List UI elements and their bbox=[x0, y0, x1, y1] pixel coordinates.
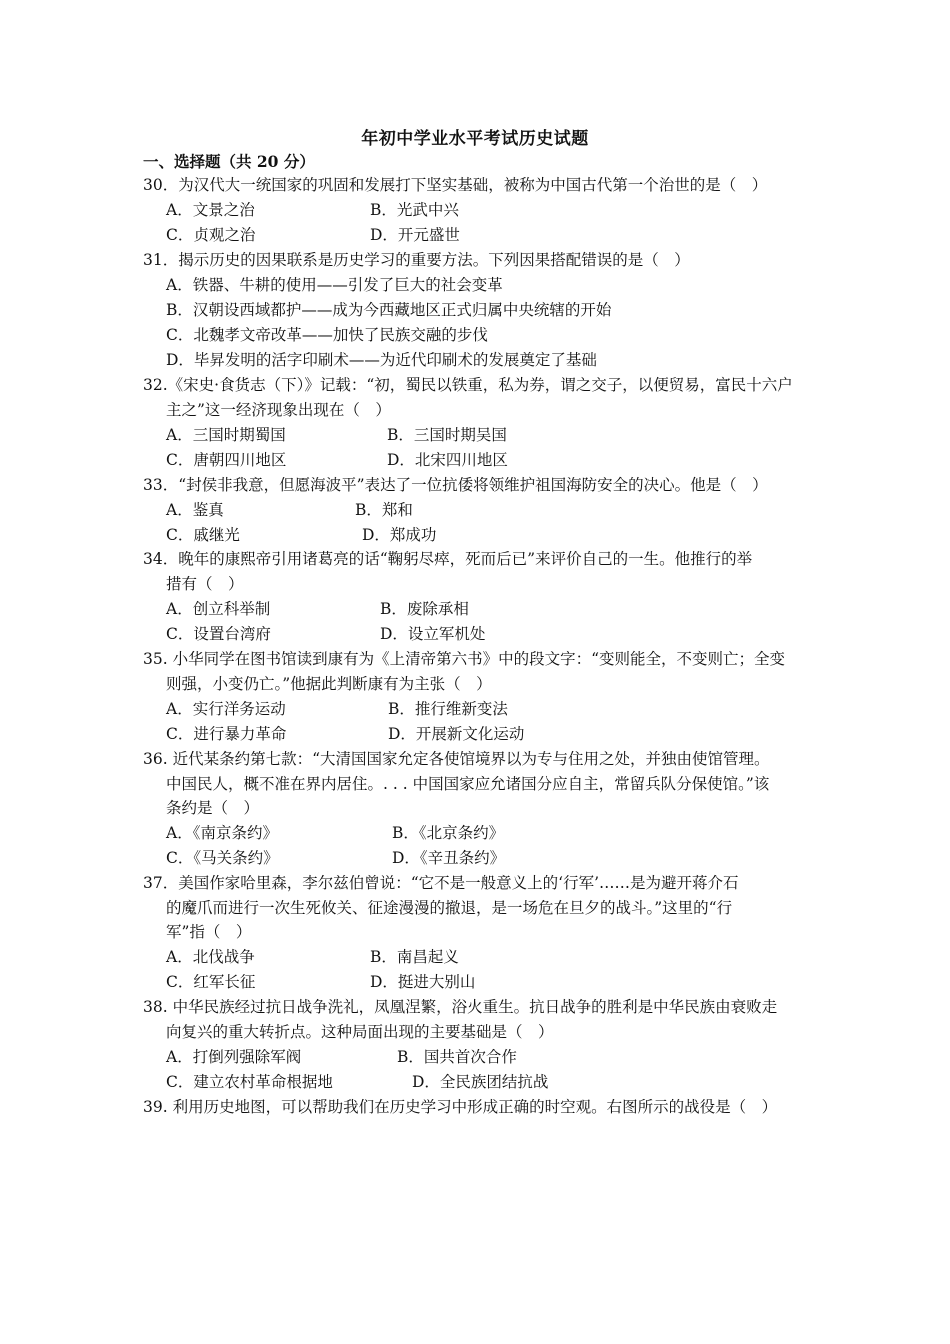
question-37-text: 37．美国作家哈里森，李尔兹伯曾说：“它不是一般意义上的‘行军’……是为避开蒋介石 bbox=[143, 874, 739, 892]
question-35-text-cont: 则强，小变仍亡。”他据此判断康有为主张（ ） bbox=[166, 675, 492, 693]
q37-option-d: D．挺进大别山 bbox=[370, 973, 476, 991]
question-38-text: 38. 中华民族经过抗日战争洗礼，凤凰涅繁，浴火重生。抗日战争的胜利是中华民族由衰败走 bbox=[143, 998, 778, 1016]
q36-option-d: D．《辛丑条约》 bbox=[392, 849, 506, 867]
q33-option-c: C．戚继光 bbox=[166, 526, 240, 544]
q38-option-c: C．建立农村革命根据地 bbox=[166, 1073, 333, 1091]
q30-option-a: A．文景之治 bbox=[166, 201, 255, 219]
q32-option-b: B．三国时期吴国 bbox=[387, 426, 507, 444]
q38-option-a: A．打倒列强除军阀 bbox=[166, 1048, 302, 1066]
question-39-text: 39. 利用历史地图，可以帮助我们在历史学习中形成正确的时空观。右图所示的战役是（ ） bbox=[143, 1098, 778, 1116]
q31-option-a: A．铁器、牛耕的使用——引发了巨大的社会变革 bbox=[166, 276, 503, 294]
question-38-text-cont: 向复兴的重大转折点。这种局面出现的主要基础是（ ） bbox=[166, 1023, 554, 1041]
q30-option-d: D．开元盛世 bbox=[370, 226, 460, 244]
question-34-text: 34．晚年的康熙帝引用诸葛亮的话“鞠躬尽瘁，死而后已”来评价自己的一生。他推行的举 bbox=[143, 550, 753, 568]
q38-option-b: B．国共首次合作 bbox=[397, 1048, 517, 1066]
q34-option-c: C．设置台湾府 bbox=[166, 625, 271, 643]
q31-option-d: D．毕昇发明的活字印刷术——为近代印刷术的发展奠定了基础 bbox=[166, 351, 597, 369]
q31-option-c: C．北魏孝文帝改革——加快了民族交融的步伐 bbox=[166, 326, 488, 344]
q37-option-a: A．北伐战争 bbox=[166, 948, 255, 966]
q33-option-b: B．郑和 bbox=[355, 501, 413, 519]
question-32-text-cont: 主之”这一经济现象出现在（ ） bbox=[166, 401, 391, 419]
question-36-text-cont-2: 条约是（ ） bbox=[166, 799, 260, 817]
q30-option-c: C．贞观之治 bbox=[166, 226, 256, 244]
q32-option-d: D．北宋四川地区 bbox=[387, 451, 508, 469]
question-35-text: 35. 小华同学在图书馆读到康有为《上清帝第六书》中的段文字：“变则能全，不变则亡；全变 bbox=[143, 650, 786, 668]
q35-option-c: C．进行暴力革命 bbox=[166, 725, 287, 743]
q35-option-b: B．推行维新变法 bbox=[388, 700, 508, 718]
q38-option-d: D．全民族团结抗战 bbox=[412, 1073, 549, 1091]
section-heading: 一、选择题（共 20 分） bbox=[143, 152, 315, 171]
q32-option-a: A．三国时期蜀国 bbox=[166, 426, 286, 444]
q34-option-a: A．创立科举制 bbox=[166, 600, 271, 618]
q30-option-b: B．光武中兴 bbox=[370, 201, 459, 219]
question-33-text: 33．“封侯非我意，但愿海波平”表达了一位抗倭将领维护祖国海防安全的决心。他是（ ） bbox=[143, 476, 768, 494]
question-31-text: 31．揭示历史的因果联系是历史学习的重要方法。下列因果搭配错误的是（ ） bbox=[143, 251, 690, 269]
q32-option-c: C．唐朝四川地区 bbox=[166, 451, 287, 469]
q35-option-a: A．实行洋务运动 bbox=[166, 700, 286, 718]
q35-option-d: D．开展新文化运动 bbox=[388, 725, 525, 743]
q36-option-a: A．《南京条约》 bbox=[166, 824, 278, 842]
q36-option-b: B．《北京条约》 bbox=[392, 824, 505, 842]
question-32-text: 32.《宋史·食货志（下）》记载：“初，蜀民以铁重，私为券，谓之交子，以便贸易，富民十六户 bbox=[143, 376, 793, 394]
question-30-text: 30．为汉代大一统国家的巩固和发展打下坚实基础，被称为中国古代第一个治世的是（ ） bbox=[143, 176, 768, 194]
question-36-text-cont-1: 中国民人，概不准在界内居住。. . . 中国国家应允诸国分应自主，常留兵队分保使馆。”该 bbox=[166, 775, 770, 793]
q34-option-b: B．废除承相 bbox=[380, 600, 469, 618]
q33-option-d: D．郑成功 bbox=[362, 526, 437, 544]
q31-option-b: B．汉朝设西域都护——成为今西藏地区正式归属中央统辖的开始 bbox=[166, 301, 612, 319]
q37-option-c: C．红军长征 bbox=[166, 973, 256, 991]
question-34-text-cont: 措有（ ） bbox=[166, 575, 244, 593]
q37-option-b: B．南昌起义 bbox=[370, 948, 459, 966]
exam-title: 年初中学业水平考试历史试题 bbox=[361, 129, 589, 149]
q36-option-c: C．《马关条约》 bbox=[166, 849, 279, 867]
question-36-text: 36. 近代某条约第七款：“大清国国家允定各使馆境界以为专与住用之处，并独由使馆管理。 bbox=[143, 750, 770, 768]
question-37-text-cont-1: 的魔爪而进行一次生死攸关、征途漫漫的撤退，是一场危在旦夕的战斗。”这里的“行 bbox=[166, 899, 733, 917]
q34-option-d: D．设立军机处 bbox=[380, 625, 486, 643]
q33-option-a: A．鉴真 bbox=[166, 501, 224, 519]
question-37-text-cont-2: 军”指（ ） bbox=[166, 923, 252, 941]
